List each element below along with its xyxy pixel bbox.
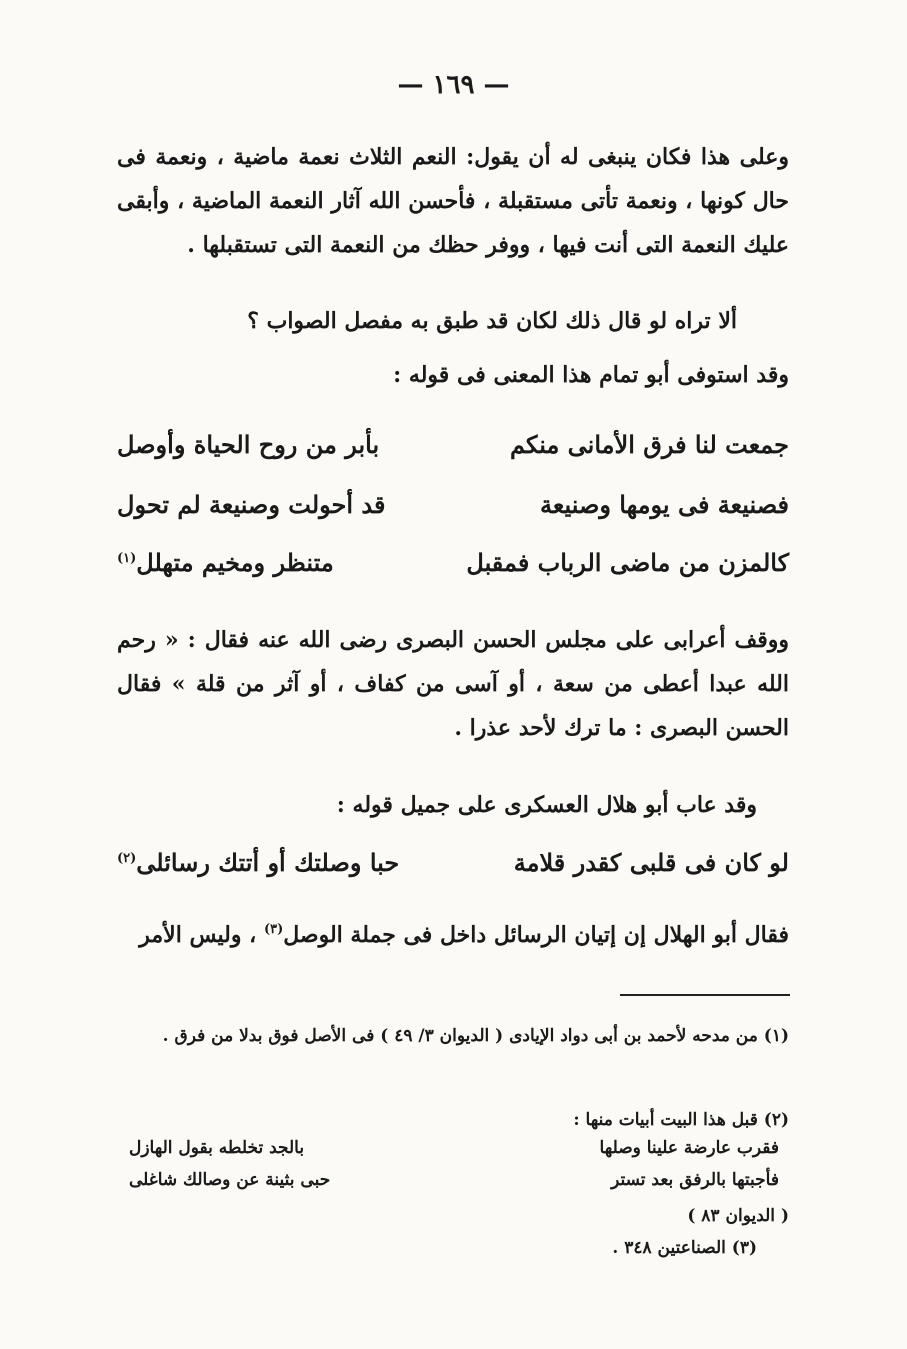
footnote-1: (١) من مدحه لأحمد بن أبى دواد الإيادى ( الديوان ٣/ ٤٩ ) فى الأصل فوق بدلا من فرق . [162,1026,789,1046]
footnote-2-verse-2 [129,1170,779,1190]
text-line-question: ألا تراه لو قال ذلك لكان قد طبق به مفصل الصواب ؟ [247,308,737,334]
verse-hemistich-right: فصنيعة فى يومها وصنيعة [540,490,789,519]
footnote-2-intro: (٢) قبل هذا البيت أبيات منها : [573,1110,789,1130]
verse-hemistich-left: حبى بثينة عن وصالك شاغلى [129,1170,331,1190]
paragraph-bedouin: ووقف أعرابى على مجلس الحسن البصرى رضى الله عنه فقال : « رحم الله عبدا أعطى من سعة ، أو آسى من كفاف ، أو آثر من قلة » فقال الحسن البصرى : ما ترك لأحد عذرا . [117,627,789,741]
verse-hemistich-right: جمعت لنا فرق الأمانى منكم [509,430,789,459]
paragraph-blessings: وعلى هذا فكان ينبغى له أن يقول: النعم الثلاث نعمة ماضية ، ونعمة فى حال كونها ، ونعمة تأتى مستقبلة ، فأحسن الله آثار النعمة الماضية ، وأبقى عليك النعمة التى أنت فيها ، ووفر حظك من النعمة التى تستقبلها . [117,144,789,258]
verse-hemistich-left: متنظر ومخيم متهلل [136,548,334,577]
page-number: — ١٦٩ — [397,70,510,100]
continued-text: فقال أبو الهلال إن إتيان الرسائل داخل فى جملة الوصل [283,922,789,948]
text-line-abu-hilal: وقد عاب أبو هلال العسكرى على جميل قوله : [336,792,757,818]
poem-verse-jamil [117,848,789,877]
verse-hemistich-left: بالجد تخلطه بقول الهازل [129,1138,305,1158]
verse-hemistich-right: فأجبتها بالرفق بعد تستر [611,1170,779,1190]
continued-text-end: ، وليس الأمر [139,922,257,948]
verse-hemistich-right: لو كان فى قلبى كقدر قلامة [513,848,789,877]
poem-verse-1 [117,430,789,459]
poem-verse-2 [117,490,789,519]
footnote-2-verse-1 [129,1138,779,1158]
footnote-ref-2: (٢) [117,851,137,866]
footnote-2-source: ( الديوان ٨٣ ) [687,1206,789,1226]
footnote-ref-1: (١) [117,551,137,566]
text-line-abu-tammam: وقد استوفى أبو تمام هذا المعنى فى قوله : [393,362,789,388]
verse-hemistich-left: بأبر من روح الحياة وأوصل [117,430,380,459]
footnote-3: (٣) الصناعتين ٣٤٨ . [612,1238,757,1258]
footnote-ref-3: (٣) [263,922,284,937]
verse-hemistich-left: قد أحولت وصنيعة لم تحول [117,490,386,519]
verse-hemistich-right: كالمزن من ماضى الرباب فمقبل [466,548,789,577]
verse-hemistich-left: حبا وصلتك أو أتتك رسائلى [136,848,400,877]
poem-verse-3 [117,548,789,577]
text-line-continued [117,922,789,948]
verse-hemistich-right: فقرب عارضة علينا وصلها [599,1138,779,1158]
footnote-separator [620,994,790,996]
